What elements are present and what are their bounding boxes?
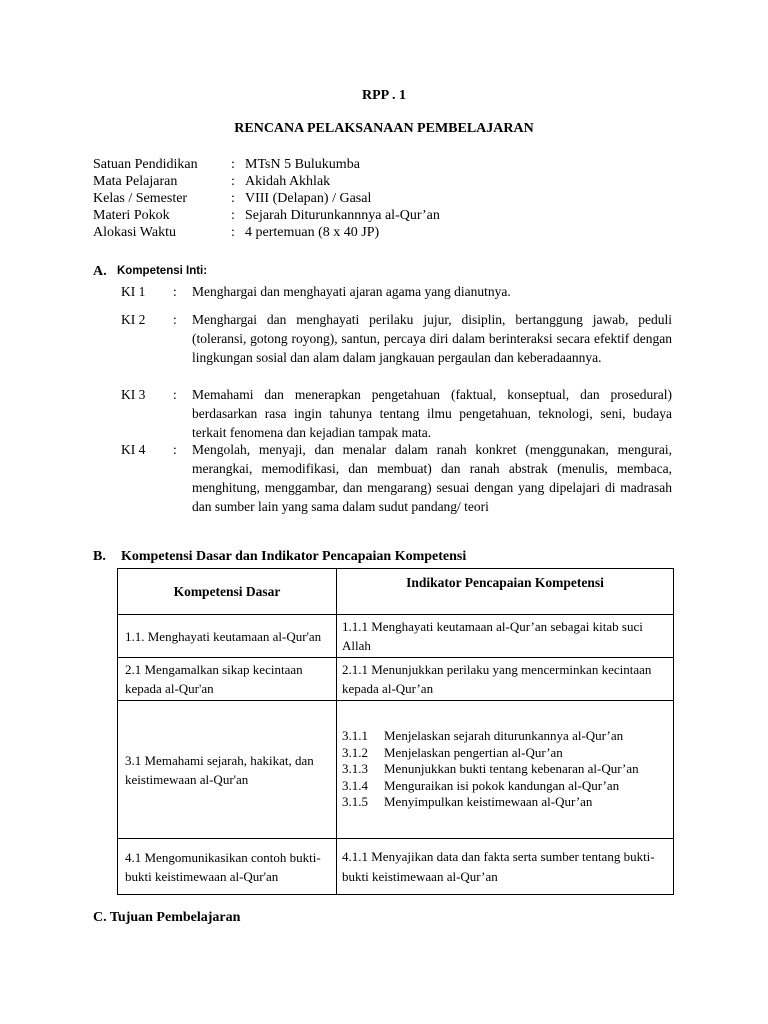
identity-colon: : bbox=[231, 225, 235, 240]
indicator-item bbox=[342, 794, 669, 811]
table-row bbox=[118, 701, 674, 839]
identity-colon: : bbox=[231, 208, 235, 223]
ki-colon: : bbox=[173, 442, 177, 457]
indicator-text: Menyajikan data dan fakta serta sumber tentang bukti-bukti keistimewaan al-Qur’an bbox=[342, 848, 655, 884]
identity-label: Kelas / Semester bbox=[93, 191, 188, 206]
identity-value: VIII (Delapan) / Gasal bbox=[245, 191, 372, 206]
indicator-item bbox=[342, 660, 669, 698]
indicator-text: Menunjukkan bukti tentang kebenaran al-Qur’an bbox=[384, 761, 639, 777]
indicator-cell bbox=[337, 839, 674, 895]
indicator-text: Menyimpulkan keistimewaan al-Qur’an bbox=[384, 794, 593, 810]
ki-colon: : bbox=[173, 387, 177, 402]
indicator-item bbox=[342, 745, 669, 762]
identity-value: MTsN 5 Bulukumba bbox=[245, 157, 360, 172]
document-title: RPP . 1 bbox=[362, 88, 406, 103]
indicator-item bbox=[342, 847, 669, 887]
identity-value: Sejarah Diturunkannnya al-Qur’an bbox=[245, 208, 440, 223]
indicator-number: 3.1.5 bbox=[342, 794, 368, 810]
indicator-number: 1.1.1 bbox=[342, 619, 368, 634]
section-c-heading: C. Tujuan Pembelajaran bbox=[93, 910, 241, 925]
indicator-item bbox=[342, 617, 669, 655]
table-header-indicator: Indikator Pencapaian Kompetensi bbox=[337, 569, 674, 615]
indicator-number: 4.1.1 bbox=[342, 848, 368, 864]
ki-text: Mengolah, menyaji, dan menalar dalam ranah konkret (menggunakan, mengurai, merangkai, memodifikasi, dan membuat) dan ranah abstrak (menulis, membaca, menghitung, menggambar, dan mengarang) sesuai dengan yang dipelajari di madrasah dan sumber lain yang sama dalam sudut pandang/ teori bbox=[192, 442, 672, 514]
table-row bbox=[118, 839, 674, 895]
indicator-cell bbox=[337, 615, 674, 658]
ki-code: KI 4 bbox=[121, 442, 146, 457]
indicator-item bbox=[342, 728, 669, 745]
indicator-number: 3.1.1 bbox=[342, 728, 368, 744]
indicator-text: Menguraikan isi pokok kandungan al-Qur’an bbox=[384, 777, 620, 793]
indicator-cell bbox=[337, 701, 674, 839]
identity-colon: : bbox=[231, 157, 235, 172]
indicator-text: Menunjukkan perilaku yang mencerminkan kecintaan kepada al-Qur’an bbox=[342, 662, 652, 696]
indicator-number: 3.1.2 bbox=[342, 744, 368, 760]
section-a-letter: A. bbox=[93, 264, 107, 279]
indicator-item bbox=[342, 778, 669, 795]
identity-colon: : bbox=[231, 174, 235, 189]
indicator-text: Menjelaskan pengertian al-Qur’an bbox=[384, 744, 563, 760]
table-header-row bbox=[118, 569, 674, 615]
kd-cell: 2.1 Mengamalkan sikap kecintaan kepada al-Qur'an bbox=[118, 658, 337, 701]
kd-cell: 4.1 Mengomunikasikan contoh bukti-bukti keistimewaan al-Qur'an bbox=[118, 839, 337, 895]
identity-label: Satuan Pendidikan bbox=[93, 157, 198, 172]
identity-label: Alokasi Waktu bbox=[93, 225, 176, 240]
table-header-kd: Kompetensi Dasar bbox=[118, 569, 337, 615]
identity-colon: : bbox=[231, 191, 235, 206]
ki-code: KI 2 bbox=[121, 312, 146, 327]
table-row bbox=[118, 615, 674, 658]
identity-value: 4 pertemuan (8 x 40 JP) bbox=[245, 225, 380, 240]
competency-table bbox=[117, 568, 674, 895]
indicator-number: 2.1.1 bbox=[342, 662, 368, 677]
identity-label: Materi Pokok bbox=[93, 208, 170, 223]
section-a-title: Kompetensi Inti: bbox=[117, 265, 208, 277]
indicator-item bbox=[342, 761, 669, 778]
ki-text: Menghargai dan menghayati perilaku jujur, disiplin, bertanggung jawab, peduli (toleransi, gotong royong), santun, percaya diri dalam berinteraksi secara efektif dengan lingkungan sosial dan alam dalam jangkauan pergaulan dan keberadaannya. bbox=[192, 312, 672, 365]
section-b-letter: B. bbox=[93, 549, 106, 564]
indicator-text: Menghayati keutamaan al-Qur’an sebagai kitab suci Allah bbox=[342, 619, 643, 653]
indicator-number: 3.1.3 bbox=[342, 761, 368, 777]
ki-code: KI 1 bbox=[121, 284, 146, 299]
ki-colon: : bbox=[173, 312, 177, 327]
identity-label: Mata Pelajaran bbox=[93, 174, 178, 189]
identity-value: Akidah Akhlak bbox=[245, 174, 331, 189]
document-subtitle: RENCANA PELAKSANAAN PEMBELAJARAN bbox=[234, 121, 534, 136]
kd-cell: 1.1. Menghayati keutamaan al-Qur'an bbox=[118, 615, 337, 658]
ki-text: Memahami dan menerapkan pengetahuan (faktual, konseptual, dan prosedural) berdasarkan rasa ingin tahunya tentang ilmu pengetahuan, teknologi, seni, budaya terkait fenomena dan kejadian tampak mata. bbox=[192, 387, 672, 440]
ki-text: Menghargai dan menghayati ajaran agama yang dianutnya. bbox=[192, 284, 511, 299]
ki-colon: : bbox=[173, 284, 177, 299]
indicator-text: Menjelaskan sejarah diturunkannya al-Qur’an bbox=[384, 728, 624, 744]
table-row bbox=[118, 658, 674, 701]
indicator-number: 3.1.4 bbox=[342, 777, 368, 793]
section-b-title: Kompetensi Dasar dan Indikator Pencapaian Kompetensi bbox=[121, 549, 467, 564]
ki-code: KI 3 bbox=[121, 387, 146, 402]
kd-cell: 3.1 Memahami sejarah, hakikat, dan keistimewaan al-Qur'an bbox=[118, 701, 337, 839]
indicator-cell bbox=[337, 658, 674, 701]
